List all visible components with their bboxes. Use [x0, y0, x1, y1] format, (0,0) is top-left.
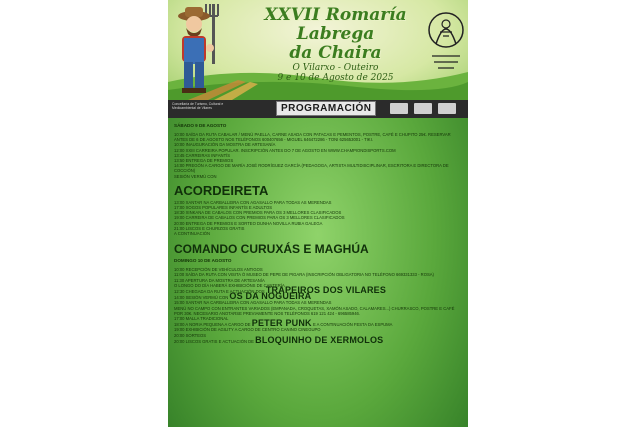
event-line: 15:00 XANTAR NA CARBALLEIRA CON AGASALLO PARA TODAS AS MERENDAS: [174, 300, 332, 306]
event-line: SESIÓN VERMÚ CON: [174, 173, 217, 179]
poster-header: [168, 0, 468, 100]
sponsor-logo-icon: [438, 103, 456, 114]
programme-label: PROGRAMACIÓN: [276, 101, 376, 116]
event-line: 13:50 ENTREGA DE PREMIOS: [174, 158, 234, 164]
day-heading: SÁBADO 9 DE AGOSTO: [174, 123, 227, 128]
title-line-1: XXVII Romaría: [264, 5, 407, 25]
programme-body: [174, 121, 464, 344]
event-line: 13:00 XANTAR NA CARBALLEIRA CON AGASALLO PARA TODAS AS MERENDAS: [174, 199, 332, 205]
act-name: ACORDEIRETA: [174, 182, 269, 198]
event-line: 10:00 SAÍDA DA RUTA CABALAR / MENÚ PAELLA, CARNE ASADA CON PATACAS E PEMENTOS, POSTRE, CAFÉ E CHUPITO 25€. RESERVAR ANTES DE 6 DE AGOSTO NOS TELÉFONOS 600407656 - MIGUEL 646472286 - TONI 625653001 - TIKI.: [174, 132, 451, 143]
event-line: MENÚ NO CAMPO CON ENTRANTES VARIADOS (EMPANADA, CROQUETAS, XAMÓN ASADO, CALAMARES...) CHURRASCO, POSTRE E CAFÉ POR 30€. NECESARIO ANOTARSE PREVIAMENTE NOS TELÉFONOS 619 121 424 - 696585946.: [174, 305, 455, 316]
event-suffix: E A CONTINUACIÓN FESTA DA ESPUMA: [312, 322, 393, 328]
location-line: O Vilarxo - Outeiro: [292, 63, 379, 73]
act-name: COMANDO CURUXÁS E MAGHÚA: [174, 242, 369, 257]
event-prefix: 18:00 A NORIA PEQUENA A CARGO DE: [174, 322, 251, 328]
event-line: 10:00 RECEPCIÓN DE VEHÍCULOS ANTIGOS: [174, 267, 263, 273]
event-line: 12:00 XXIII CARREIRA POPULAR. INSCRIPCIÓN ANTES DO 7 DE AGOSTO EN WWW.CHAMPIONDISPORTS.COM: [174, 147, 396, 153]
act-name: BLOQUINHO DE XERMOLOS: [255, 334, 384, 345]
event-line: A CONTINUACIÓN: [174, 231, 211, 237]
title-line-3: da Chaira: [289, 43, 382, 63]
event-prefix: 14:00 SESIÓN VERMÚ CON: [174, 295, 229, 301]
event-line: 17:00 XOGOS POPULARES INFANTÍS E ADULTOS: [174, 205, 273, 211]
programme-band: [168, 100, 468, 118]
event-line: 17:00 MALLA TRADICIONAL: [174, 316, 229, 322]
sponsor-logo-icon: [414, 103, 432, 114]
event-line: 11:00 SAÍDA DA RUTA CON VISITA Ó MUSEO DE PEPE DE PIGARA (INSCRIPCIÓN OBLIGATORIA NO TELÉFONO 669331333 - ROSA): [174, 272, 434, 278]
sponsor-logo-icon: [390, 103, 408, 114]
event-line: 19:00 CARREIRA DE CABALOS CON PREMIOS PARA OS 3 MELLORES CLASIFICADOS: [174, 215, 345, 221]
act-name: TRAPEIROS DOS VILARES: [265, 285, 387, 296]
act-name: PETER PUNK: [251, 318, 312, 329]
romeria-logo-icon: [426, 4, 466, 76]
event-line: 13:45 CARREIRAS INFANTÍS: [174, 152, 231, 158]
organizer-text: Concellaría de Turismo, Cultural e Medioambiental de Vilares: [172, 102, 224, 110]
act-name: OS DA NOGUEIRA: [229, 291, 312, 302]
event-line: 10:00 INAUGURACIÓN DA MOSTRA DE ARTESANÍA: [174, 142, 276, 148]
festival-poster: [168, 0, 468, 427]
event-line: 14:00 PREGÓN A CARGO DE MARÍA JOSÉ RODRÍGUEZ GARCÍA (PEDAGOGA, ARTISTA MULTIDISCIPLINAR, ESCRITORA E DIRECTORA DE COCCIÓN): [174, 163, 449, 174]
event-line: 20:00 SORTEOS: [174, 332, 207, 338]
event-prefix: 12:30 CHEGADA DA RUTA E ACTUACIÓN DOS: [174, 289, 265, 295]
event-line: 19:00 EXHIBICIÓN DE AGILITY A CARGO DE CENTRO CANINO CINEGUPO: [174, 327, 321, 333]
title-line-2: Labrega: [296, 24, 375, 44]
event-line: 18:30 XINKANA DE CABALOS CON PREMIOS PARA OS 3 MELLORES CLASIFICADOS: [174, 210, 342, 216]
poster-title: [228, 6, 443, 83]
farmer-illustration: [172, 2, 234, 98]
event-line: O LONGO DO DÍA HABERÁ EXHIBICIÓNS DE CANTERÍA: [174, 282, 285, 288]
event-prefix: 20:00 LISCOS GRATIS E ACTUACIÓN DE: [174, 338, 254, 344]
event-line: 11:30 APERTURA DA MOSTRA DE ARTESANÍA: [174, 277, 265, 283]
day-heading: DOMINGO 10 DE AGOSTO: [174, 258, 232, 264]
date-line: 9 e 10 de Agosto de 2025: [277, 73, 394, 83]
event-line: 21:00 LISCOS E CHURIZOS GRATIS: [174, 225, 245, 231]
event-line: 20:00 ENTREGA DE PREMIOS E SORTEO DUNHA NOVILLA RUBIA GALEGA: [174, 220, 323, 226]
